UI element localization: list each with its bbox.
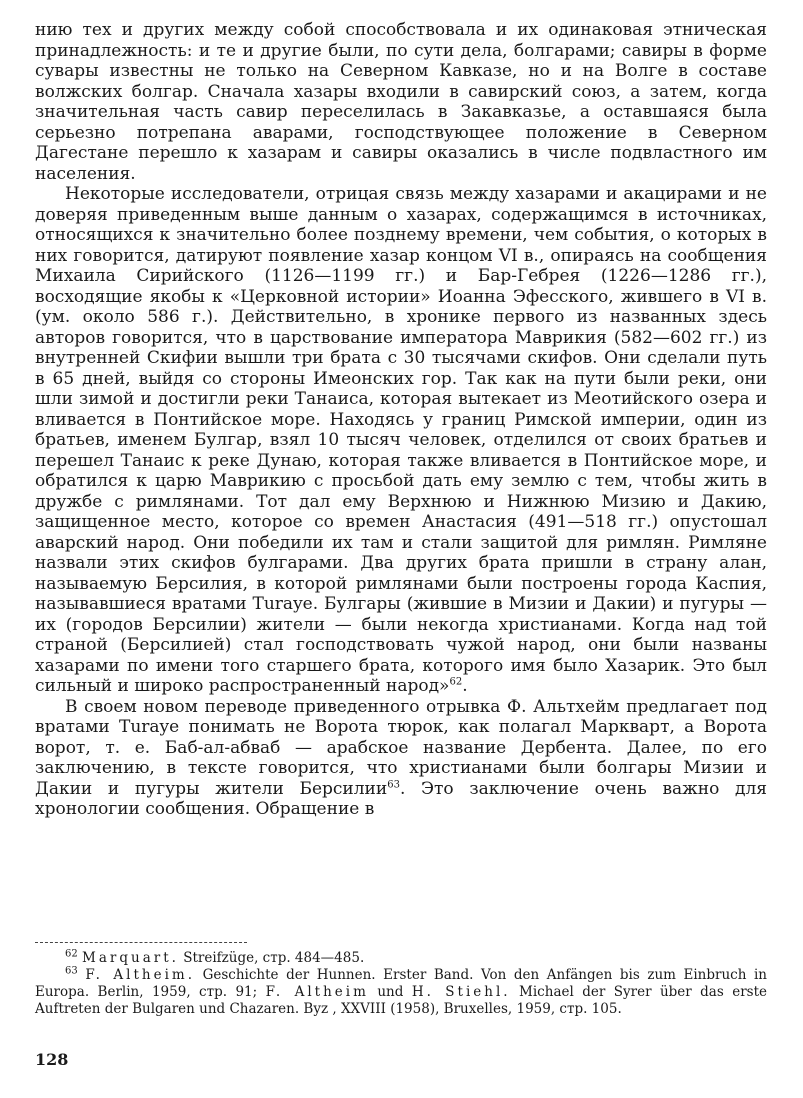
footnote-62 — [35, 950, 767, 967]
footnote-62-author: Marquart. — [82, 950, 179, 966]
paragraph-3-text: В своем новом переводе приведенного отрывка Ф. Альтхейм предлагает под вратами Turaye понимать не Ворота тюрок, как полагал Маркварт, а Ворота ворот, т. е. Баб-ал-абваб — арабское название Дербента. Далее, по его заключению, в тексте говорится, что христианами были болгары Мизии и Дакии и пугуры жители Берсилии — [35, 696, 767, 799]
footnote-62-text: Streifzüge, стр. 484—485. — [178, 950, 365, 966]
footnotes — [35, 950, 767, 1018]
paragraph-3-end: . Это заключение очень важно для хронологии сообщения. Обращение в — [35, 778, 768, 819]
paragraph-2-end: . — [462, 676, 468, 696]
footnote-ref-62: 62 — [449, 676, 463, 688]
footnote-63-text-a: Geschichte der Hunnen. Erster Band. Von den Anfängen bis zum Einbruch in Europa. Berlin, 1959, стр. 91; — [35, 967, 767, 1000]
footnote-63 — [35, 967, 767, 1018]
footnote-63-mid: und — [368, 984, 412, 1000]
footnote-63-text-b: Michael der Syrer über das erste Auftreten der Bulgaren und Chazaren. Byz , XXVIII (1958), Bruxelles, 1959, стр. 105. — [35, 984, 768, 1017]
paragraph-2 — [35, 184, 767, 697]
footnote-63-author-c: H. Stiehl. — [411, 984, 511, 1000]
footnote-63-author: F. Altheim. — [85, 967, 196, 983]
paragraph-3 — [35, 697, 767, 820]
footnote-63-number: 63 — [65, 965, 78, 977]
paragraph-2-text: Некоторые исследователи, отрицая связь между хазарами и акацирами и не доверяя приведенным выше данным о хазарах, содержащимся в источниках, относящихся к значительно более позднему времени, чем события, о которых в них говорится, датируют появление хазар концом VI в., опираясь на сообщения Михаила Сирийского (1126—1199 гг.) и Бар-Гебрея (1226—1286 гг.), восходящие якобы к «Церковной истории» Иоанна Эфесского, жившего в VI в. (ум. около 586 г.). Действительно, в хронике первого из названных здесь авторов говорится, что в царствование императора Маврикия (582—602 гг.) из внутренней Скифии вышли три брата с 30 тысячами скифов. Они сделали путь в 65 дней, выйдя со стороны Имеонских гор. Так как на пути были реки, они шли зимой и достигли реки Танаиса, которая вытекает из Меотийского озера и вливается в Понтийское море. Находясь у границ Римской империи, один из братьев, именем Булгар, взял 10 тысяч человек, отделился от своих братьев и перешел Танаис к реке Дунаю, которая также вливается в Понтийское море, и обратился к царю Маврикию с просьбой дать ему землю с тем, чтобы жить в дружбе с римлянами. Тот дал ему Верхнюю и Нижнюю Мизию и Дакию, защищенное место, которое со времен Анастасия (491—518 гг.) опустошал аварский народ. Они победили их там и стали защитой для римлян. Римляне назвали этих скифов булгарами. Два других брата пришли в страну алан, называемую Берсилия, в которой римлянами были построены города Каспия, называвшиеся вратами Turaye. Булгары (жившие в Мизии и Дакии) и пугуры — их (городов Берсилии) жители — были некогда христианами. Когда над той страной (Берсилией) стал господствовать чужой народ, они были названы хазарами по имени того старшего брата, которого имя было Хазарик. Это был сильный и широко распространенный народ» — [35, 184, 767, 696]
page-number: 128 — [35, 1050, 69, 1069]
paragraph-1: нию тех и других между собой способствовала и их одинаковая этническая принадлежность: и те и другие были, по сути дела, болгарами; савиры в форме сувары известны не только на Северном Кавказе, но и на Волге в составе волжских болгар. Сначала хазары входили в савирский союз, а затем, когда значительная часть савир переселилась в Закавказье, а оставшаяся была серьезно потрепана аварами, господствующее положение в Северном Дагестане перешло к хазарам и савиры оказались в числе подвластного им населения. — [35, 20, 767, 184]
main-text — [35, 20, 767, 820]
footnote-62-number: 62 — [65, 948, 78, 960]
footnote-ref-63: 63 — [387, 778, 400, 790]
footnote-63-author-b: F. Altheim — [265, 984, 369, 1000]
footnote-separator — [35, 942, 247, 943]
